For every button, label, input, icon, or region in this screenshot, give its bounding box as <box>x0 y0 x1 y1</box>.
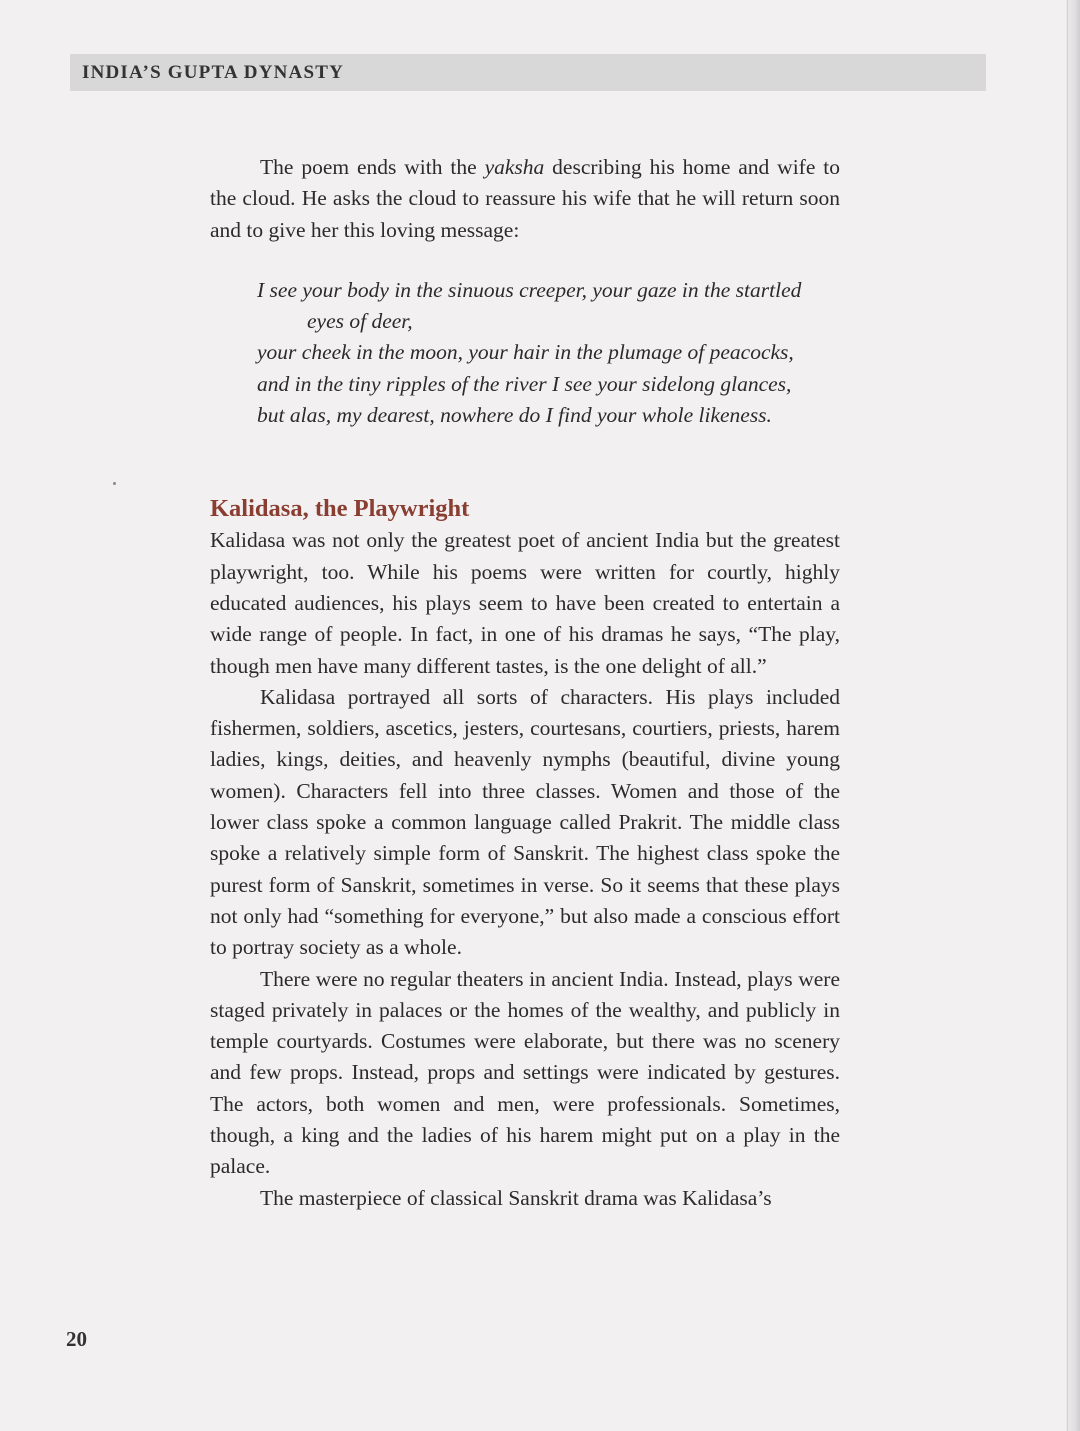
intro-paragraph <box>210 152 840 246</box>
page-edge-line <box>1067 0 1068 1431</box>
body-paragraph: There were no regular theaters in ancient India. Instead, plays were staged privately in palaces or the homes of the wealthy, and publicly in temple courtyards. Costumes were elaborate, but there was no scenery and few props. Instead, props and settings were indicated by gestures. The actors, both women and men, were professionals. Sometimes, though, a king and the ladies of his harem might put on a play in the palace. <box>210 966 840 1179</box>
body-paragraph: Kalidasa portrayed all sorts of characters. His plays included fishermen, soldiers, ascetics, jesters, courtesans, courtiers, priests, harem ladies, kings, deities, and heavenly nymphs (beautiful, divine young women). Characters fell into three classes. Women and those of the lower class spoke a common language called Prakrit. The middle class spoke a relatively simple form of Sanskrit. The highest class spoke the purest form of Sanskrit, sometimes in verse. So it seems that these plays not only had “something for everyone,” but also made a conscious effort to portray society as a whole. <box>210 684 840 960</box>
running-head-bar <box>70 54 986 91</box>
page-body <box>210 152 840 1214</box>
section-heading: Kalidasa, the Playwright <box>210 495 470 523</box>
intro-text-end: describing his home and wife to the cloud. He asks the cloud to reassure his wife that he will return soon and to give her this loving message: <box>210 155 841 242</box>
running-head-title: INDIA’S GUPTA DYNASTY <box>82 62 345 83</box>
verse-line: but alas, my dearest, nowhere do I find your whole likeness. <box>257 403 772 428</box>
verse-line: I see your body in the sinuous creeper, your gaze in the startled eyes of deer, <box>257 277 802 334</box>
body-paragraph: The masterpiece of classical Sanskrit drama was Kalidasa’s <box>260 1185 772 1210</box>
verse-line: and in the tiny ripples of the river I see your sidelong glances, <box>257 371 792 396</box>
page-number: 20 <box>66 1327 87 1351</box>
intro-text-start: The poem ends with the <box>260 155 485 179</box>
verse-line: your cheek in the moon, your hair in the plumage of peacocks, <box>257 340 794 365</box>
intro-term-yaksha: yaksha <box>484 155 545 179</box>
page-edge-shadow <box>1066 0 1080 1431</box>
body-paragraph: Kalidasa was not only the greatest poet of ancient India but the greatest playwright, too. While his poems were written for courtly, highly educated audiences, his plays seem to have been created to entertain a wide range of people. In fact, in one of his dramas he says, “The play, though men have many different tastes, is the one delight of all.” <box>210 528 840 678</box>
verse-block <box>257 275 840 431</box>
margin-speck <box>113 482 116 485</box>
